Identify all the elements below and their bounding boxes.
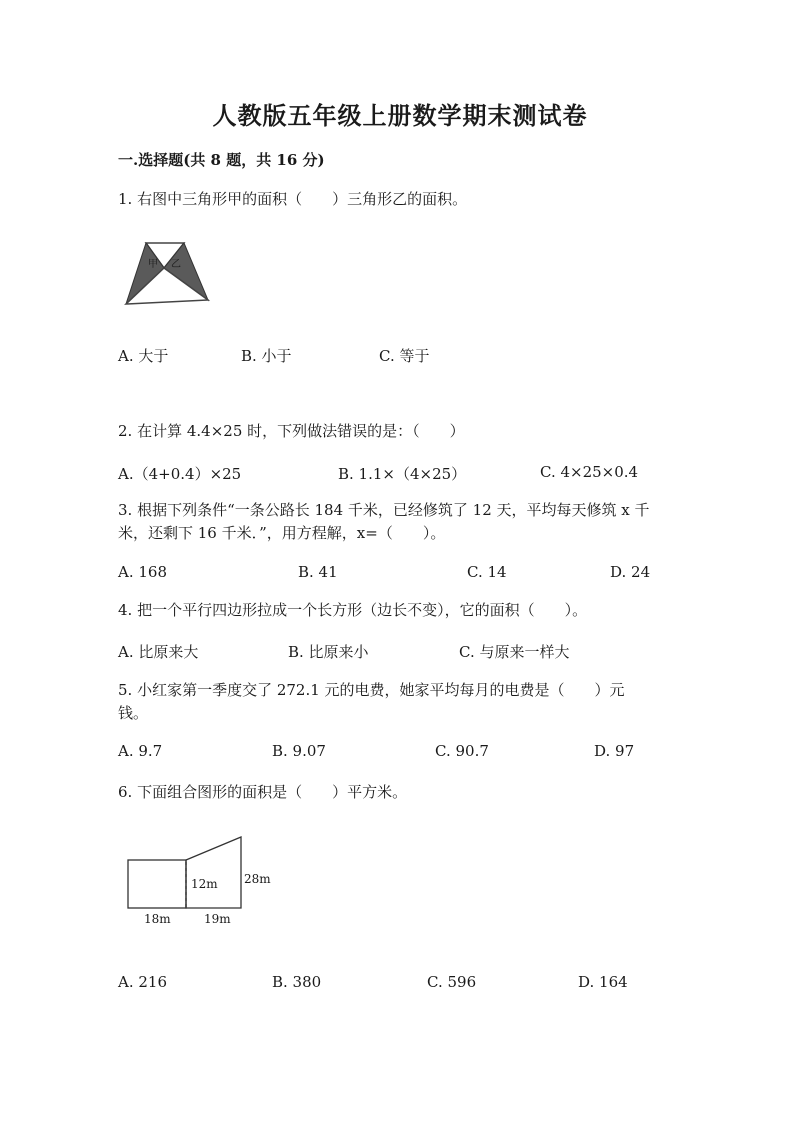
q6-option-b: B. 380 [272, 973, 322, 991]
q3-option-b: B. 41 [298, 563, 338, 581]
q1-option-b: B. 小于 [241, 347, 292, 365]
composite-shape-figure [120, 832, 285, 932]
q3-option-d: D. 24 [610, 563, 651, 581]
label-height-12m: 12m [191, 877, 218, 891]
label-width-19m: 19m [204, 912, 231, 926]
q5-option-c: C. 90.7 [435, 742, 489, 760]
question-1-text: 1. 右图中三角形甲的面积（ ）三角形乙的面积。 [118, 190, 468, 208]
question-4-text: 4. 把一个平行四边形拉成一个长方形（边长不变），它的面积（ ）。 [118, 601, 588, 619]
triangle-figure [120, 238, 215, 308]
question-3-text-line2: 米，还剩下 16 千米．”，用方程解，x=（ ）。 [118, 524, 446, 542]
label-height-28m: 28m [244, 872, 271, 886]
question-5-text-line2: 钱。 [118, 704, 149, 722]
triangle-label-jia: 甲 [148, 259, 158, 270]
section-heading: 一.选择题(共 8 题，共 16 分) [118, 151, 325, 169]
q6-option-c: C. 596 [427, 973, 477, 991]
page-title: 人教版五年级上册数学期末测试卷 [212, 101, 588, 130]
q5-option-a: A. 9.7 [118, 742, 163, 760]
q5-option-d: D. 97 [594, 742, 635, 760]
q2-option-b: B. 1.1×（4×25） [338, 465, 467, 483]
triangle-label-yi: 乙 [171, 259, 181, 270]
q2-option-c: C. 4×25×0.4 [540, 463, 639, 481]
q3-option-a: A. 168 [118, 563, 167, 581]
q5-option-b: B. 9.07 [272, 742, 326, 760]
q1-option-c: C. 等于 [379, 347, 430, 365]
q4-option-c: C. 与原来一样大 [459, 643, 570, 661]
question-2-text: 2. 在计算 4.4×25 时，下列做法错误的是：（ ） [118, 422, 465, 440]
q1-option-a: A. 大于 [118, 347, 169, 365]
q3-option-c: C. 14 [467, 563, 507, 581]
q2-option-a: A.（4+0.4）×25 [118, 465, 242, 483]
q4-option-a: A. 比原来大 [118, 643, 199, 661]
question-3-text-line1: 3. 根据下列条件“一条公路长 184 千米，已经修筑了 12 天，平均每天修筑 x 千 [118, 501, 650, 519]
q4-option-b: B. 比原来小 [288, 643, 369, 661]
question-6-text: 6. 下面组合图形的面积是（ ）平方米。 [118, 783, 408, 801]
question-5-text-line1: 5. 小红家第一季度交了 272.1 元的电费，她家平均每月的电费是（ ）元 [118, 681, 625, 699]
label-width-18m: 18m [144, 912, 171, 926]
q6-option-a: A. 216 [118, 973, 167, 991]
q6-option-d: D. 164 [578, 973, 628, 991]
